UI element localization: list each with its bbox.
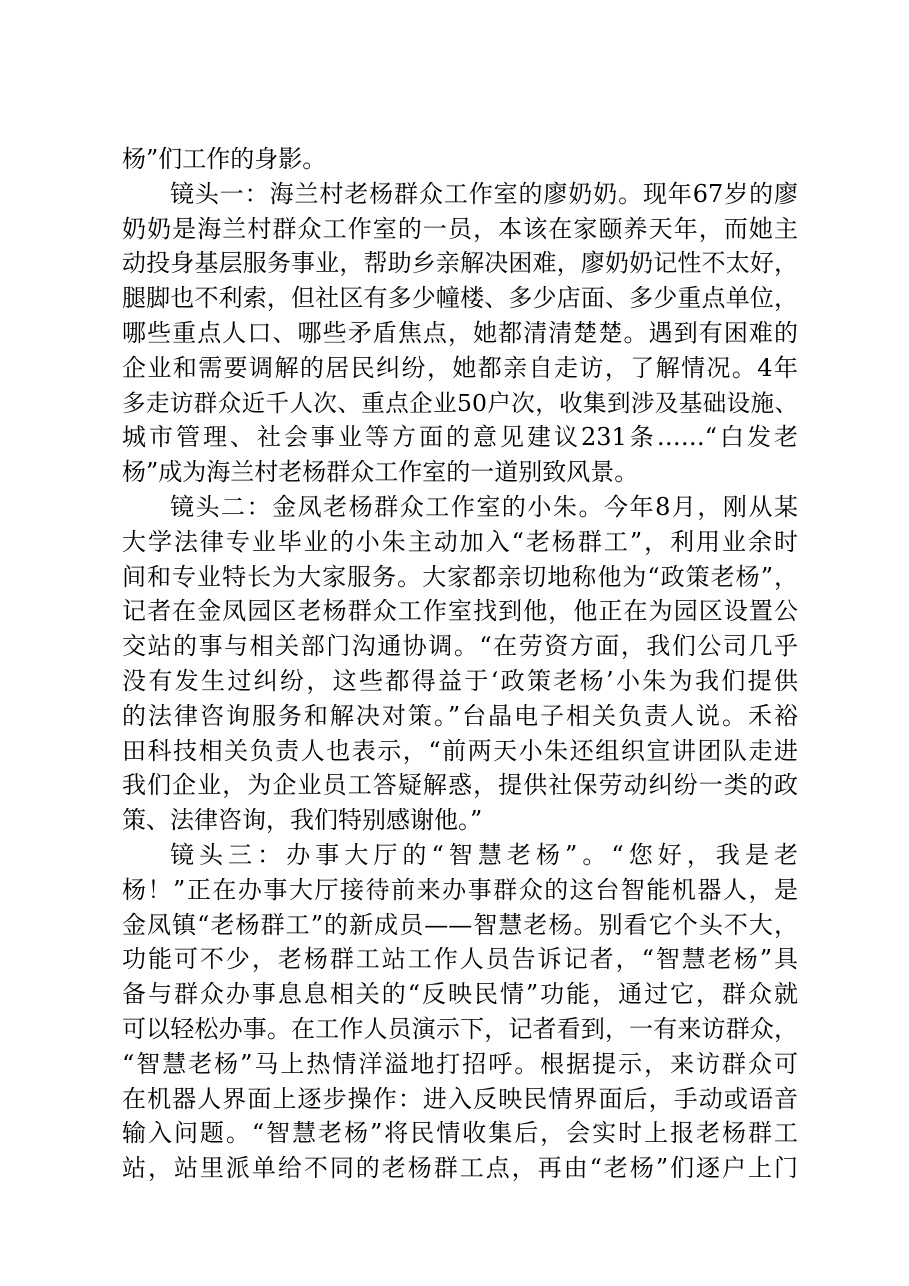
text-line: 田科技相关负责人也表示，“前两天小朱还组织宣讲团队走进 xyxy=(122,736,798,765)
text-line: 城市管理、社会事业等方面的意见建议231条……“白发老 xyxy=(122,423,798,452)
text-line: 金凤镇“老杨群工”的新成员——智慧老杨。别看它个头不大， xyxy=(122,910,798,939)
text-line: 镜头三：办事大厅的“智慧老杨”。“您好，我是老 xyxy=(170,840,798,869)
text-line: 企业和需要调解的居民纠纷，她都亲自走访，了解情况。4年 xyxy=(122,353,798,382)
text-line: “智慧老杨”马上热情洋溢地打招呼。根据提示，来访群众可 xyxy=(122,1049,798,1078)
text-line: 在机器人界面上逐步操作：进入反映民情界面后，手动或语音 xyxy=(122,1084,798,1113)
text-line: 杨！”正在办事大厅接待前来办事群众的这台智能机器人，是 xyxy=(122,875,798,904)
text-line: 奶奶是海兰村群众工作室的一员，本该在家颐养天年，而她主 xyxy=(122,214,798,243)
text-line: 交站的事与相关部门沟通协调。“在劳资方面，我们公司几乎 xyxy=(122,632,798,661)
text-line: 镜头一：海兰村老杨群众工作室的廖奶奶。现年67岁的廖 xyxy=(170,179,798,208)
text-line: 可以轻松办事。在工作人员演示下，记者看到，一有来访群众， xyxy=(122,1014,798,1043)
text-line: 输入问题。“智慧老杨”将民情收集后，会实时上报老杨群工 xyxy=(122,1119,798,1148)
text-line: 我们企业，为企业员工答疑解惑，提供社保劳动纠纷一类的政 xyxy=(122,771,798,800)
text-line: 站，站里派单给不同的老杨群工点，再由“老杨”们逐户上门 xyxy=(122,1154,798,1183)
text-line: 杨”成为海兰村老杨群众工作室的一道别致风景。 xyxy=(122,458,639,487)
body-text xyxy=(122,142,798,1186)
text-line: 没有发生过纠纷，这些都得益于‘政策老杨’小朱为我们提供 xyxy=(122,666,798,695)
text-line: 功能可不少，老杨群工站工作人员告诉记者，“智慧老杨”具 xyxy=(122,945,798,974)
text-line: 记者在金凤园区老杨群众工作室找到他，他正在为园区设置公 xyxy=(122,597,798,626)
text-line: 备与群众办事息息相关的“反映民情”功能，通过它，群众就 xyxy=(122,980,798,1009)
text-line: 策、法律咨询，我们特别感谢他。” xyxy=(122,806,483,835)
text-line: 动投身基层服务事业，帮助乡亲解决困难，廖奶奶记性不太好， xyxy=(122,249,798,278)
text-line: 镜头二：金凤老杨群众工作室的小朱。今年8月，刚从某 xyxy=(170,492,798,521)
text-line: 大学法律专业毕业的小朱主动加入“老杨群工”，利用业余时 xyxy=(122,527,798,556)
text-line: 的法律咨询服务和解决对策。”台晶电子相关负责人说。禾裕 xyxy=(122,701,798,730)
text-line: 杨”们工作的身影。 xyxy=(122,145,327,173)
text-line: 多走访群众近千人次、重点企业50户次，收集到涉及基础设施、 xyxy=(122,388,798,417)
text-line: 腿脚也不利索，但社区有多少幢楼、多少店面、多少重点单位， xyxy=(122,284,798,313)
text-line: 间和专业特长为大家服务。大家都亲切地称他为“政策老杨”， xyxy=(122,562,798,591)
text-line: 哪些重点人口、哪些矛盾焦点，她都清清楚楚。遇到有困难的 xyxy=(122,318,798,347)
